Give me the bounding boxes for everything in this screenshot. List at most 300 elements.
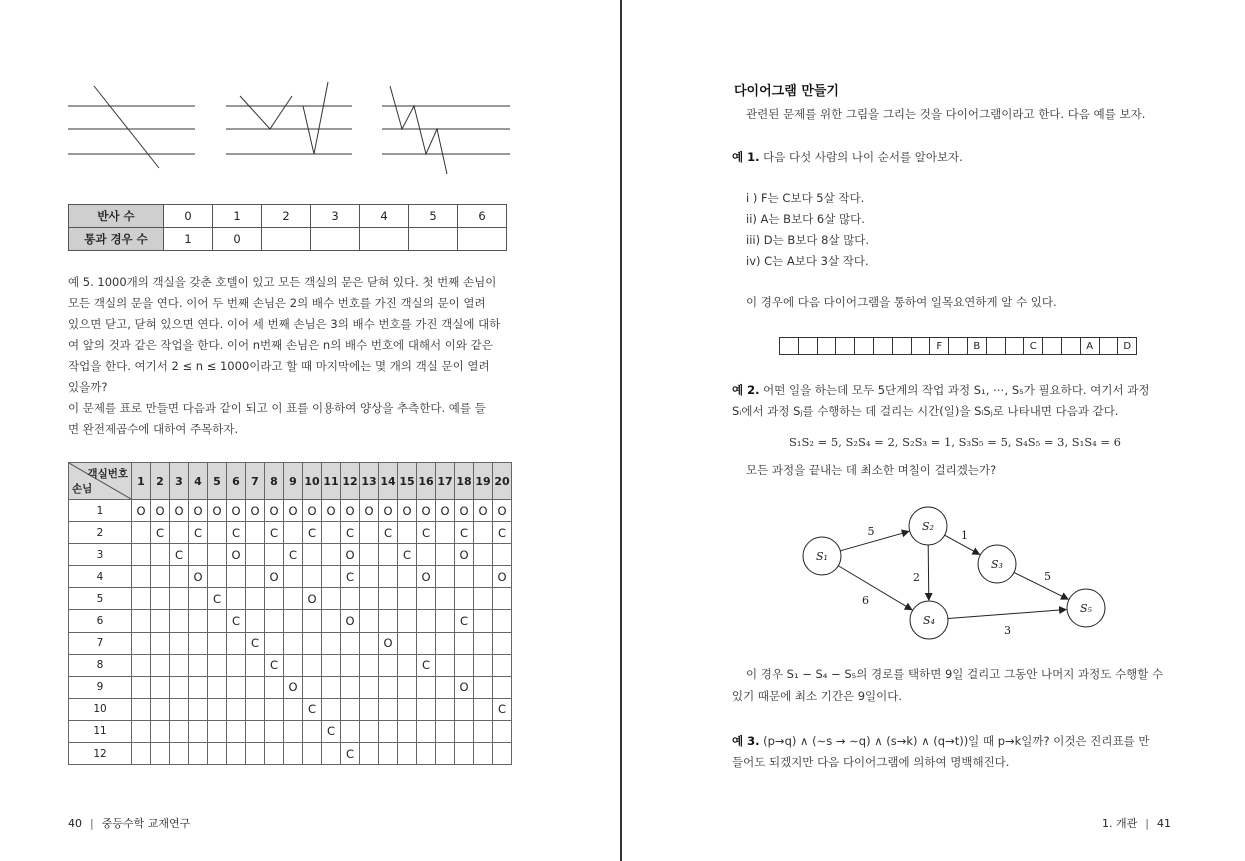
table-row bbox=[69, 544, 512, 566]
door-state-cell: C bbox=[379, 522, 398, 544]
door-state-cell bbox=[170, 632, 189, 654]
room-number-header: 7 bbox=[246, 463, 265, 500]
door-state-cell bbox=[284, 698, 303, 720]
door-state-cell bbox=[322, 566, 341, 588]
table-cell bbox=[409, 228, 458, 251]
door-state-cell bbox=[151, 544, 170, 566]
door-state-cell: O bbox=[284, 676, 303, 698]
door-state-cell bbox=[322, 522, 341, 544]
door-state-cell bbox=[132, 698, 151, 720]
door-state-cell bbox=[417, 720, 436, 742]
door-state-cell bbox=[151, 676, 170, 698]
tape-cell: C bbox=[1024, 338, 1043, 355]
tape-cell: D bbox=[1118, 338, 1137, 355]
room-number-header: 8 bbox=[265, 463, 284, 500]
door-state-cell bbox=[436, 676, 455, 698]
door-state-cell: O bbox=[493, 500, 512, 522]
door-state-cell bbox=[436, 698, 455, 720]
door-state-cell bbox=[189, 654, 208, 676]
door-state-cell bbox=[284, 632, 303, 654]
example-2-question: 모든 과정을 끝내는 데 최소한 며칠이 걸리겠는가? bbox=[746, 463, 997, 477]
door-state-cell bbox=[208, 522, 227, 544]
guest-number: 7 bbox=[69, 632, 132, 654]
door-state-cell bbox=[284, 522, 303, 544]
door-state-cell bbox=[341, 654, 360, 676]
room-number-header: 15 bbox=[398, 463, 417, 500]
door-state-cell bbox=[227, 743, 246, 765]
door-state-cell: C bbox=[265, 654, 284, 676]
door-state-cell: C bbox=[303, 698, 322, 720]
table-row bbox=[780, 338, 1137, 355]
door-state-cell bbox=[493, 544, 512, 566]
door-state-cell bbox=[246, 610, 265, 632]
room-number-header: 19 bbox=[474, 463, 493, 500]
door-state-cell: C bbox=[341, 522, 360, 544]
door-state-cell bbox=[189, 610, 208, 632]
door-state-cell bbox=[284, 743, 303, 765]
example-1-conclusion: 이 경우에 다음 다이어그램을 통하여 일목요연하게 알 수 있다. bbox=[746, 295, 1057, 309]
door-state-cell: O bbox=[189, 566, 208, 588]
door-state-cell bbox=[132, 588, 151, 610]
example-label: 예 3. bbox=[732, 734, 760, 748]
corner-header bbox=[69, 463, 132, 500]
edge-weight: 1 bbox=[961, 529, 968, 542]
door-state-cell bbox=[132, 654, 151, 676]
node-label: S₄ bbox=[923, 614, 935, 627]
table-cell bbox=[311, 228, 360, 251]
book-title: 중등수학 교재연구 bbox=[101, 817, 191, 830]
room-number-header: 6 bbox=[227, 463, 246, 500]
text-line: 작업을 한다. 여기서 2 ≤ n ≤ 1000이라고 할 때 마지막에는 몇 개의 객실 문이 열려 bbox=[68, 359, 490, 373]
table-cell: 1 bbox=[164, 228, 213, 251]
door-state-cell bbox=[303, 610, 322, 632]
door-state-cell: C bbox=[303, 522, 322, 544]
door-state-cell bbox=[455, 588, 474, 610]
door-state-cell: O bbox=[379, 500, 398, 522]
door-state-cell bbox=[303, 654, 322, 676]
door-state-cell bbox=[455, 632, 474, 654]
table-cell bbox=[262, 228, 311, 251]
tape-cell bbox=[986, 338, 1005, 355]
door-state-cell bbox=[398, 720, 417, 742]
door-state-cell bbox=[227, 698, 246, 720]
door-state-cell bbox=[436, 720, 455, 742]
door-state-cell bbox=[474, 676, 493, 698]
node-label: S₃ bbox=[991, 558, 1003, 571]
door-state-cell bbox=[132, 522, 151, 544]
door-state-cell bbox=[303, 720, 322, 742]
door-state-cell bbox=[246, 676, 265, 698]
room-number-header: 4 bbox=[189, 463, 208, 500]
door-state-cell bbox=[474, 698, 493, 720]
door-state-cell bbox=[474, 588, 493, 610]
door-state-cell bbox=[265, 544, 284, 566]
door-state-cell bbox=[284, 720, 303, 742]
door-state-cell: O bbox=[189, 500, 208, 522]
door-state-cell bbox=[398, 522, 417, 544]
list-item: ii) A는 B보다 6살 많다. bbox=[746, 212, 865, 226]
door-state-cell bbox=[208, 743, 227, 765]
guest-number: 3 bbox=[69, 544, 132, 566]
door-state-cell bbox=[170, 698, 189, 720]
door-state-cell: O bbox=[303, 500, 322, 522]
door-state-cell: O bbox=[265, 500, 284, 522]
door-state-cell bbox=[436, 743, 455, 765]
door-state-cell bbox=[379, 588, 398, 610]
tape-cell bbox=[1005, 338, 1024, 355]
door-state-cell bbox=[151, 632, 170, 654]
door-state-cell bbox=[436, 610, 455, 632]
text-line: 있으면 닫고, 닫혀 있으면 연다. 이어 세 번째 손님은 3의 배수 번호를 가진 객실에 대하 bbox=[68, 317, 501, 331]
door-state-cell: O bbox=[227, 544, 246, 566]
door-state-cell bbox=[455, 698, 474, 720]
door-state-cell bbox=[132, 566, 151, 588]
door-state-cell: C bbox=[417, 522, 436, 544]
door-state-cell bbox=[341, 676, 360, 698]
door-state-cell bbox=[189, 588, 208, 610]
door-state-cell: O bbox=[284, 500, 303, 522]
door-state-cell: C bbox=[208, 588, 227, 610]
door-state-cell bbox=[379, 544, 398, 566]
tape-cell bbox=[855, 338, 874, 355]
door-state-cell bbox=[455, 743, 474, 765]
list-item: iv) C는 A보다 3살 작다. bbox=[746, 254, 869, 268]
door-state-cell bbox=[151, 720, 170, 742]
door-state-cell bbox=[436, 522, 455, 544]
door-state-cell bbox=[151, 654, 170, 676]
door-state-cell bbox=[398, 676, 417, 698]
door-state-cell bbox=[132, 676, 151, 698]
door-state-cell bbox=[265, 720, 284, 742]
door-state-cell bbox=[132, 743, 151, 765]
door-state-cell: C bbox=[341, 743, 360, 765]
door-state-cell bbox=[322, 544, 341, 566]
room-number-header: 12 bbox=[341, 463, 360, 500]
door-state-cell bbox=[303, 544, 322, 566]
door-state-cell: O bbox=[436, 500, 455, 522]
footer: 1. 개관 | 41 bbox=[1102, 817, 1171, 830]
example-5-paragraph bbox=[68, 272, 512, 440]
table-cell: 2 bbox=[262, 205, 311, 228]
door-state-cell bbox=[322, 654, 341, 676]
door-state-cell: C bbox=[398, 544, 417, 566]
list-item: iii) D는 B보다 8살 많다. bbox=[746, 233, 870, 247]
door-state-cell bbox=[341, 588, 360, 610]
door-state-cell: O bbox=[341, 544, 360, 566]
text-line: 여 앞의 것과 같은 작업을 한다. 이어 n번째 손님은 n의 배수 번호에 대해서 이와 같은 bbox=[68, 338, 493, 352]
right-page bbox=[624, 0, 1245, 861]
tape-cell bbox=[1099, 338, 1118, 355]
door-state-cell bbox=[303, 566, 322, 588]
tape-cell bbox=[817, 338, 836, 355]
text-line: (p→q) ∧ (∼s → ∼q) ∧ (s→k) ∧ (q→t))일 때 p→k일까? 이것은 진리표를 만 bbox=[763, 734, 1150, 748]
room-number-header: 5 bbox=[208, 463, 227, 500]
reflection-count-table bbox=[68, 204, 507, 251]
node-label: S₅ bbox=[1080, 602, 1092, 615]
door-state-cell: O bbox=[227, 500, 246, 522]
door-state-cell bbox=[474, 654, 493, 676]
intro-text: 관련된 문제를 위한 그림을 그리는 것을 다이어그램이라고 한다. 다음 예를 보자. bbox=[746, 107, 1146, 121]
guest-number: 8 bbox=[69, 654, 132, 676]
door-state-cell bbox=[208, 632, 227, 654]
left-page bbox=[0, 0, 620, 861]
door-state-cell bbox=[265, 588, 284, 610]
door-state-cell: O bbox=[455, 676, 474, 698]
door-state-cell: C bbox=[246, 632, 265, 654]
tape-cell bbox=[892, 338, 911, 355]
door-state-cell bbox=[189, 743, 208, 765]
edge-weight: 2 bbox=[913, 571, 920, 584]
door-state-cell bbox=[417, 610, 436, 632]
door-state-cell bbox=[265, 676, 284, 698]
door-state-cell bbox=[246, 588, 265, 610]
text-line: 어떤 일을 하는데 모두 5단계의 작업 과정 S₁, ⋯, S₅가 필요하다. 여기서 과정 bbox=[763, 383, 1150, 397]
tape-cell: A bbox=[1080, 338, 1099, 355]
door-state-cell bbox=[455, 654, 474, 676]
door-state-cell bbox=[227, 654, 246, 676]
door-state-cell: O bbox=[303, 588, 322, 610]
door-state-cell bbox=[227, 588, 246, 610]
door-state-cell bbox=[493, 588, 512, 610]
door-state-cell bbox=[322, 676, 341, 698]
guest-number: 9 bbox=[69, 676, 132, 698]
door-state-cell bbox=[436, 588, 455, 610]
room-door-table bbox=[68, 462, 512, 765]
edge-weight: 5 bbox=[867, 525, 875, 538]
door-state-cell bbox=[170, 522, 189, 544]
tape-cell: F bbox=[930, 338, 949, 355]
room-number-header: 11 bbox=[322, 463, 341, 500]
door-state-cell bbox=[341, 720, 360, 742]
reflection-sketches bbox=[60, 78, 520, 183]
door-state-cell bbox=[436, 544, 455, 566]
text-line: 면 완전제곱수에 대하여 주목하자. bbox=[68, 422, 239, 436]
door-state-cell bbox=[246, 743, 265, 765]
table-row bbox=[69, 588, 512, 610]
guest-number: 2 bbox=[69, 522, 132, 544]
example-1 bbox=[732, 147, 1172, 168]
door-state-cell bbox=[398, 566, 417, 588]
door-state-cell: C bbox=[170, 544, 189, 566]
door-state-cell bbox=[189, 544, 208, 566]
node-label: S₂ bbox=[922, 520, 934, 533]
table-cell: 5 bbox=[409, 205, 458, 228]
example-2 bbox=[732, 380, 1172, 422]
example-2-answer bbox=[746, 664, 1176, 685]
door-state-cell bbox=[189, 632, 208, 654]
door-state-cell bbox=[360, 743, 379, 765]
process-graph bbox=[780, 500, 1120, 645]
door-state-cell bbox=[360, 566, 379, 588]
table-cell bbox=[360, 228, 409, 251]
door-state-cell bbox=[132, 610, 151, 632]
door-state-cell bbox=[474, 522, 493, 544]
door-state-cell bbox=[170, 676, 189, 698]
guest-number: 1 bbox=[69, 500, 132, 522]
door-state-cell bbox=[474, 632, 493, 654]
door-state-cell bbox=[360, 610, 379, 632]
table-row bbox=[69, 743, 512, 765]
door-state-cell: O bbox=[417, 500, 436, 522]
table-row bbox=[69, 676, 512, 698]
door-state-cell bbox=[417, 698, 436, 720]
table-row bbox=[69, 720, 512, 742]
age-order-diagram bbox=[779, 337, 1137, 355]
door-state-cell bbox=[379, 698, 398, 720]
door-state-cell bbox=[493, 654, 512, 676]
door-state-cell: C bbox=[151, 522, 170, 544]
door-state-cell bbox=[170, 654, 189, 676]
door-state-cell bbox=[151, 743, 170, 765]
door-state-cell bbox=[360, 544, 379, 566]
guest-number: 6 bbox=[69, 610, 132, 632]
door-state-cell: O bbox=[341, 610, 360, 632]
door-state-cell bbox=[379, 566, 398, 588]
door-state-cell bbox=[474, 743, 493, 765]
door-state-cell bbox=[246, 720, 265, 742]
door-state-cell bbox=[455, 566, 474, 588]
tape-cell bbox=[949, 338, 968, 355]
door-state-cell bbox=[436, 632, 455, 654]
example-3 bbox=[732, 731, 1172, 773]
door-state-cell bbox=[436, 566, 455, 588]
table-row bbox=[69, 500, 512, 522]
door-state-cell bbox=[360, 720, 379, 742]
door-state-cell: C bbox=[227, 610, 246, 632]
table-row bbox=[69, 632, 512, 654]
door-state-cell bbox=[398, 610, 417, 632]
door-state-cell bbox=[208, 566, 227, 588]
door-state-cell bbox=[493, 676, 512, 698]
table-row bbox=[69, 654, 512, 676]
door-state-cell bbox=[284, 654, 303, 676]
tape-cell: B bbox=[967, 338, 986, 355]
text-line: 있을까? bbox=[68, 380, 108, 394]
door-state-cell: O bbox=[132, 500, 151, 522]
door-state-cell: O bbox=[417, 566, 436, 588]
door-state-cell bbox=[493, 632, 512, 654]
door-state-cell: C bbox=[341, 566, 360, 588]
door-state-cell bbox=[132, 632, 151, 654]
door-state-cell: O bbox=[265, 566, 284, 588]
corner-top-label: 객실번호 bbox=[87, 468, 128, 480]
door-state-cell bbox=[189, 720, 208, 742]
door-state-cell: C bbox=[417, 654, 436, 676]
footer: 40 | 중등수학 교재연구 bbox=[68, 817, 191, 830]
door-state-cell bbox=[360, 522, 379, 544]
door-state-cell bbox=[474, 544, 493, 566]
room-number-header: 17 bbox=[436, 463, 455, 500]
door-state-cell bbox=[208, 610, 227, 632]
door-state-cell bbox=[455, 720, 474, 742]
door-state-cell bbox=[151, 566, 170, 588]
door-state-cell bbox=[227, 720, 246, 742]
door-state-cell bbox=[417, 544, 436, 566]
page-number: 41 bbox=[1157, 817, 1171, 830]
door-state-cell bbox=[246, 544, 265, 566]
door-state-cell bbox=[493, 720, 512, 742]
text-line: 예 5. 1000개의 객실을 갖춘 호텔이 있고 모든 객실의 문은 닫혀 있다. 첫 번째 손님이 bbox=[68, 275, 497, 289]
door-state-cell bbox=[246, 698, 265, 720]
tape-cell bbox=[873, 338, 892, 355]
edge-weight: 6 bbox=[862, 594, 869, 607]
door-state-cell: O bbox=[360, 500, 379, 522]
tape-cell bbox=[780, 338, 799, 355]
door-state-cell bbox=[417, 588, 436, 610]
door-state-cell bbox=[398, 588, 417, 610]
door-state-cell: O bbox=[341, 500, 360, 522]
graph-edge bbox=[948, 610, 1066, 619]
text-line: 들어도 되겠지만 다음 다이어그램에 의하여 명백해진다. bbox=[732, 755, 1010, 769]
door-state-cell: C bbox=[322, 720, 341, 742]
door-state-cell bbox=[208, 698, 227, 720]
door-state-cell: C bbox=[455, 522, 474, 544]
edge-weight: 5 bbox=[1044, 570, 1051, 583]
list-item: i ) F는 C보다 5살 작다. bbox=[746, 191, 865, 205]
door-state-cell bbox=[170, 610, 189, 632]
tape-cell bbox=[1043, 338, 1062, 355]
door-state-cell bbox=[322, 610, 341, 632]
table-row bbox=[69, 228, 507, 251]
door-state-cell: C bbox=[189, 522, 208, 544]
tape-cell bbox=[798, 338, 817, 355]
door-state-cell bbox=[379, 720, 398, 742]
text-line: 모든 객실의 문을 연다. 이어 두 번째 손님은 2의 배수 번호를 가진 객실의 문이 열려 bbox=[68, 296, 486, 310]
door-state-cell bbox=[417, 743, 436, 765]
room-number-header: 13 bbox=[360, 463, 379, 500]
door-state-cell: O bbox=[493, 566, 512, 588]
node-label: S₁ bbox=[816, 550, 828, 563]
door-state-cell bbox=[132, 544, 151, 566]
door-state-cell bbox=[341, 698, 360, 720]
graph-edge bbox=[1014, 572, 1068, 599]
door-state-cell bbox=[322, 743, 341, 765]
door-state-cell bbox=[360, 676, 379, 698]
table-row bbox=[69, 522, 512, 544]
text-line: Sᵢ에서 과정 Sⱼ를 수행하는 데 걸리는 시간(일)을 SᵢSⱼ로 나타내면 다음과 같다. bbox=[732, 404, 1119, 418]
door-state-cell: O bbox=[474, 500, 493, 522]
section-heading: 다이어그램 만들기 bbox=[734, 84, 839, 99]
guest-number: 11 bbox=[69, 720, 132, 742]
door-state-cell bbox=[436, 654, 455, 676]
door-state-cell: C bbox=[227, 522, 246, 544]
table-row bbox=[69, 205, 507, 228]
door-state-cell bbox=[398, 632, 417, 654]
book-spine bbox=[620, 0, 622, 861]
door-state-cell bbox=[322, 588, 341, 610]
door-state-cell bbox=[208, 654, 227, 676]
door-state-cell bbox=[417, 632, 436, 654]
door-state-cell bbox=[360, 654, 379, 676]
door-state-cell bbox=[493, 743, 512, 765]
table-cell: 3 bbox=[311, 205, 360, 228]
door-state-cell bbox=[322, 632, 341, 654]
door-state-cell bbox=[284, 588, 303, 610]
table-row bbox=[69, 610, 512, 632]
door-state-cell: C bbox=[284, 544, 303, 566]
door-state-cell bbox=[227, 676, 246, 698]
door-state-cell bbox=[303, 676, 322, 698]
table-cell: 4 bbox=[360, 205, 409, 228]
door-state-cell bbox=[360, 698, 379, 720]
page-number: 40 bbox=[68, 817, 82, 830]
door-state-cell bbox=[474, 566, 493, 588]
door-state-cell bbox=[189, 676, 208, 698]
door-state-cell: O bbox=[170, 500, 189, 522]
room-number-header: 10 bbox=[303, 463, 322, 500]
door-state-cell bbox=[227, 632, 246, 654]
formula: S₁S₂ = 5, S₂S₄ = 2, S₂S₃ = 1, S₃S₅ = 5, S₄S₅ = 3, S₁S₄ = 6 bbox=[789, 435, 1121, 449]
